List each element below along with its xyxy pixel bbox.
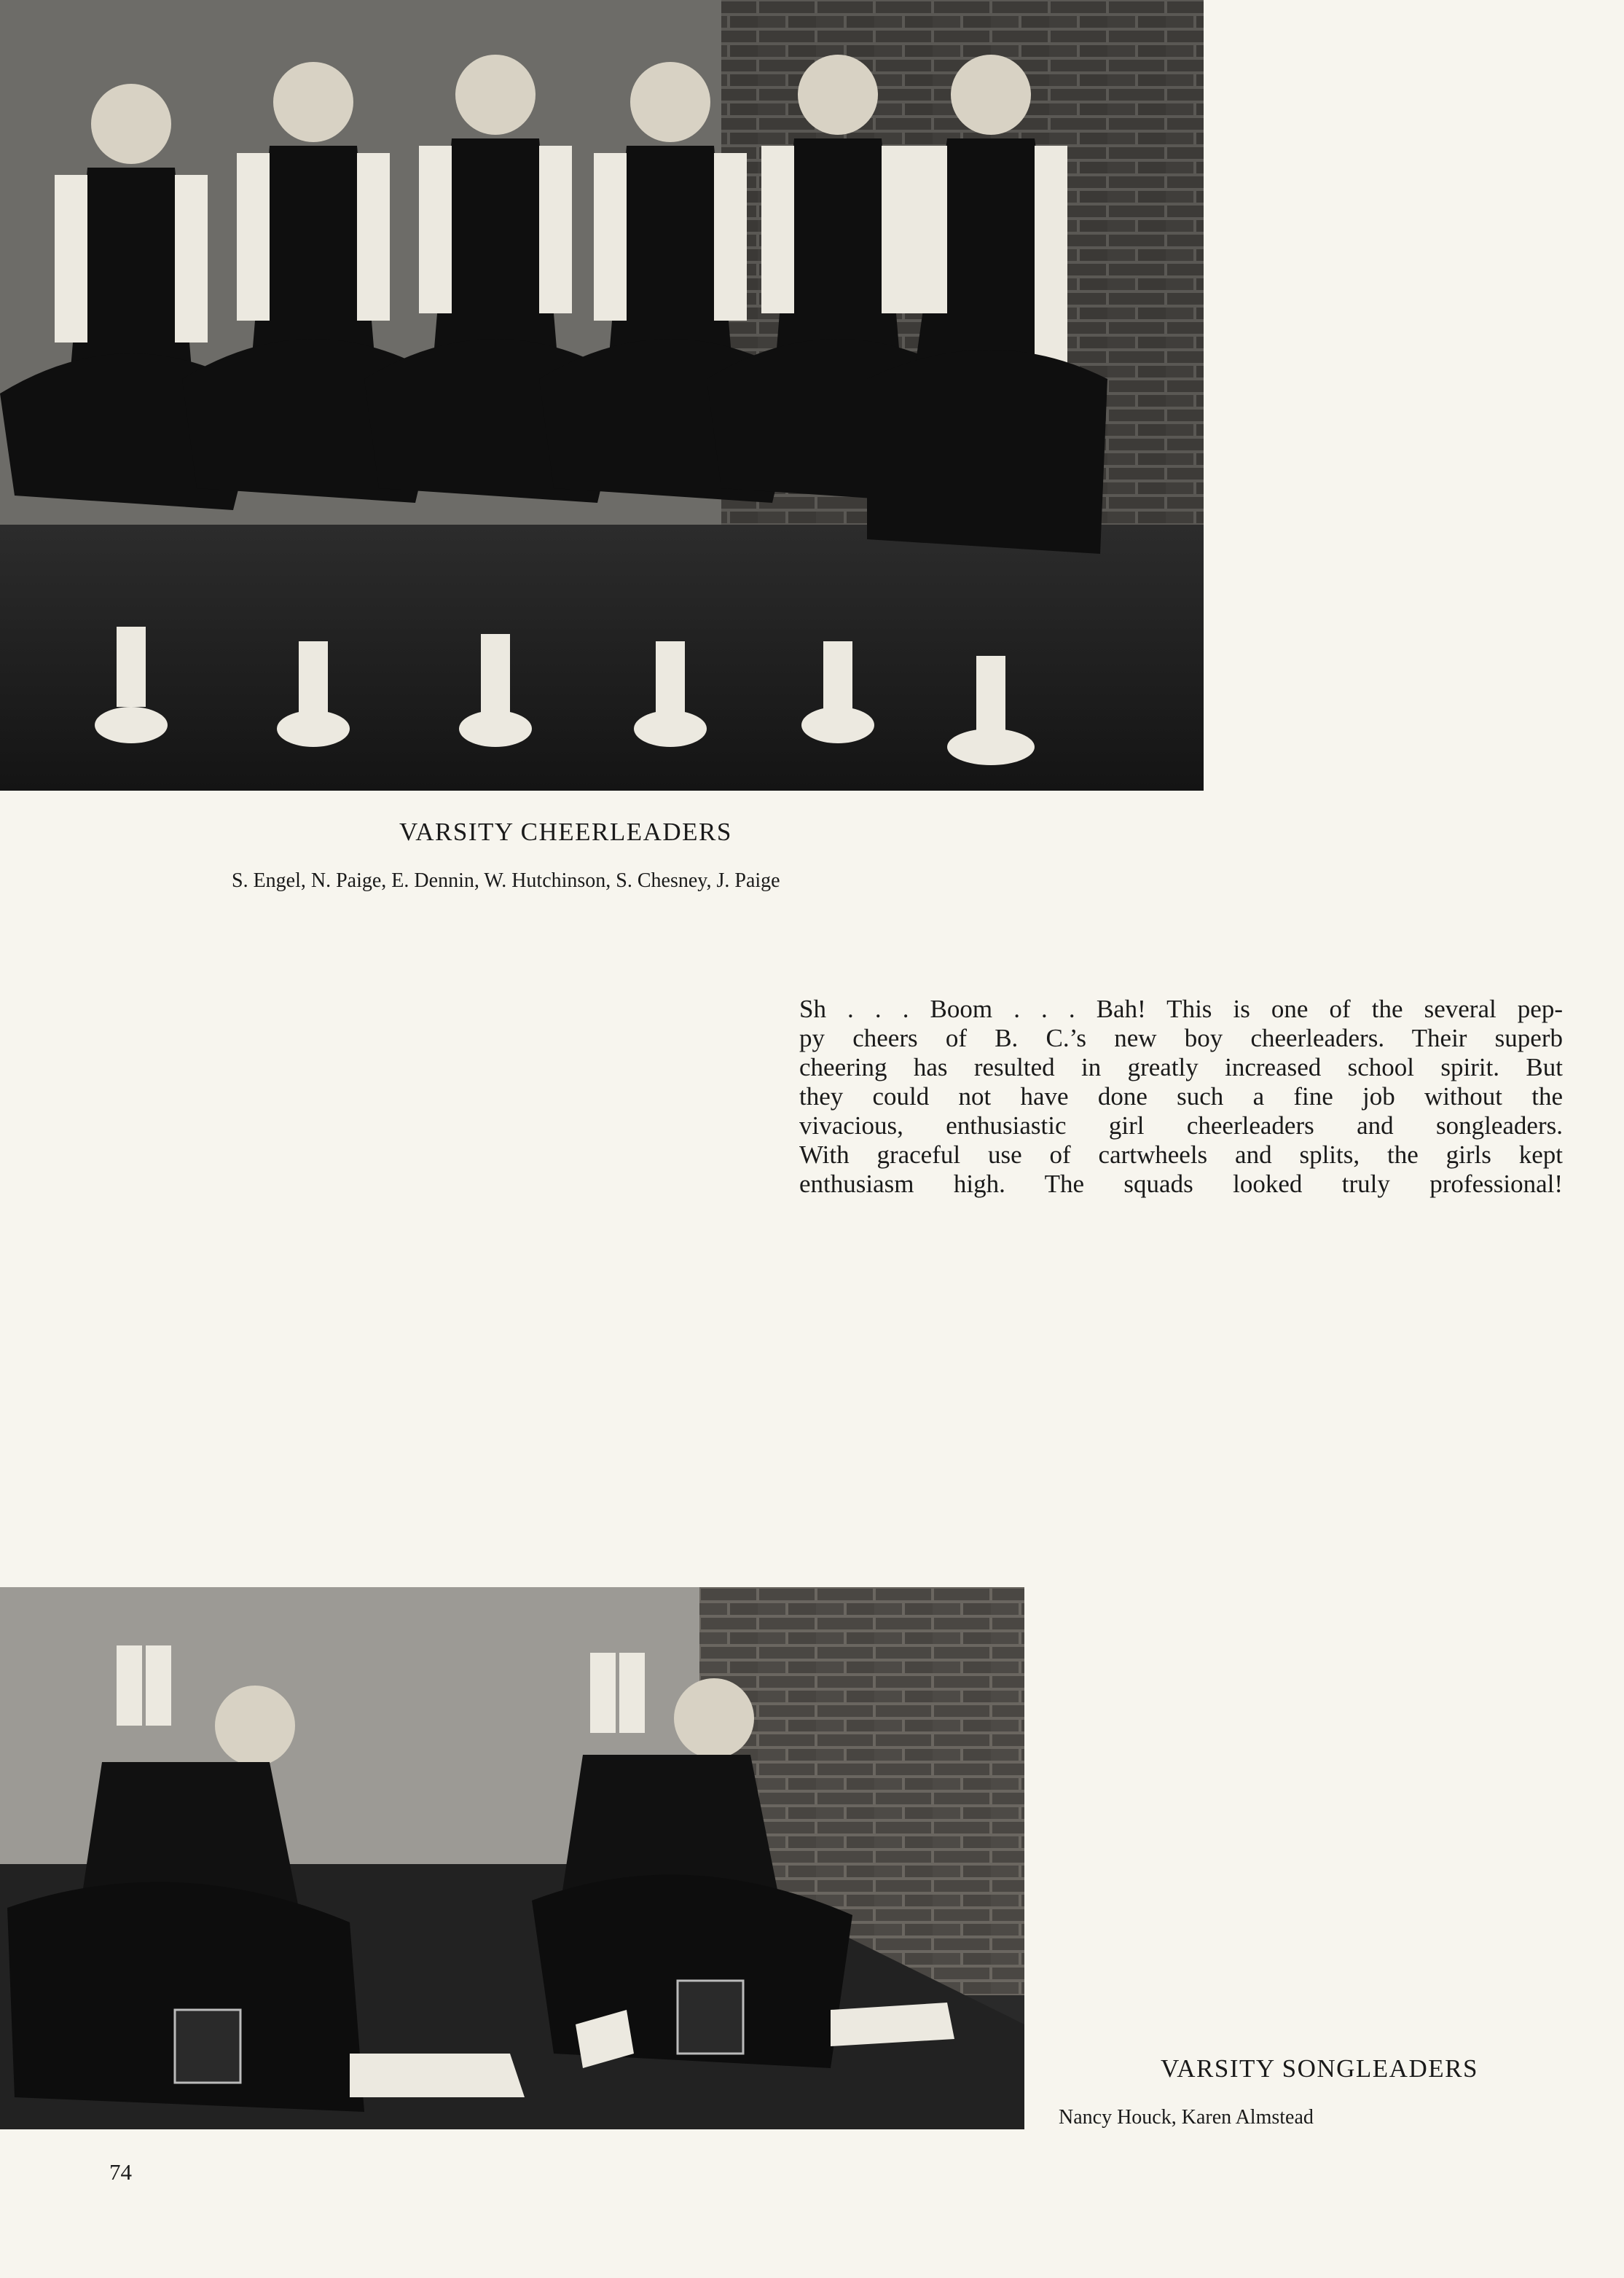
article-line: vivacious, enthusiastic girl cheerleaders and songleaders. — [799, 1111, 1563, 1140]
article-line: they could not have done such a fine job without the — [799, 1082, 1563, 1111]
songleaders-photo — [0, 1587, 1024, 2129]
cheerleaders-names: S. Engel, N. Paige, E. Dennin, W. Hutchinson, S. Chesney, J. Paige — [232, 869, 780, 892]
article-line: enthusiasm high. The squads looked truly professional! — [799, 1170, 1563, 1198]
page-number: 74 — [109, 2159, 132, 2185]
article-line: With graceful use of cartwheels and splits, the girls kept — [799, 1140, 1563, 1169]
article-line: Sh . . . Boom . . . Bah! This is one of the several pep- — [799, 995, 1563, 1023]
songleaders-names: Nancy Houck, Karen Almstead — [1059, 2106, 1314, 2129]
article-line: cheering has resulted in greatly increased school spirit. But — [799, 1053, 1563, 1081]
songleaders-title: VARSITY SONGLEADERS — [1161, 2054, 1478, 2083]
article-paragraph — [799, 995, 1563, 1199]
article-line: py cheers of B. C.’s new boy cheerleaders. Their superb — [799, 1024, 1563, 1052]
cheerleaders-title: VARSITY CHEERLEADERS — [399, 818, 732, 846]
cheerleaders-photo — [0, 0, 1204, 791]
